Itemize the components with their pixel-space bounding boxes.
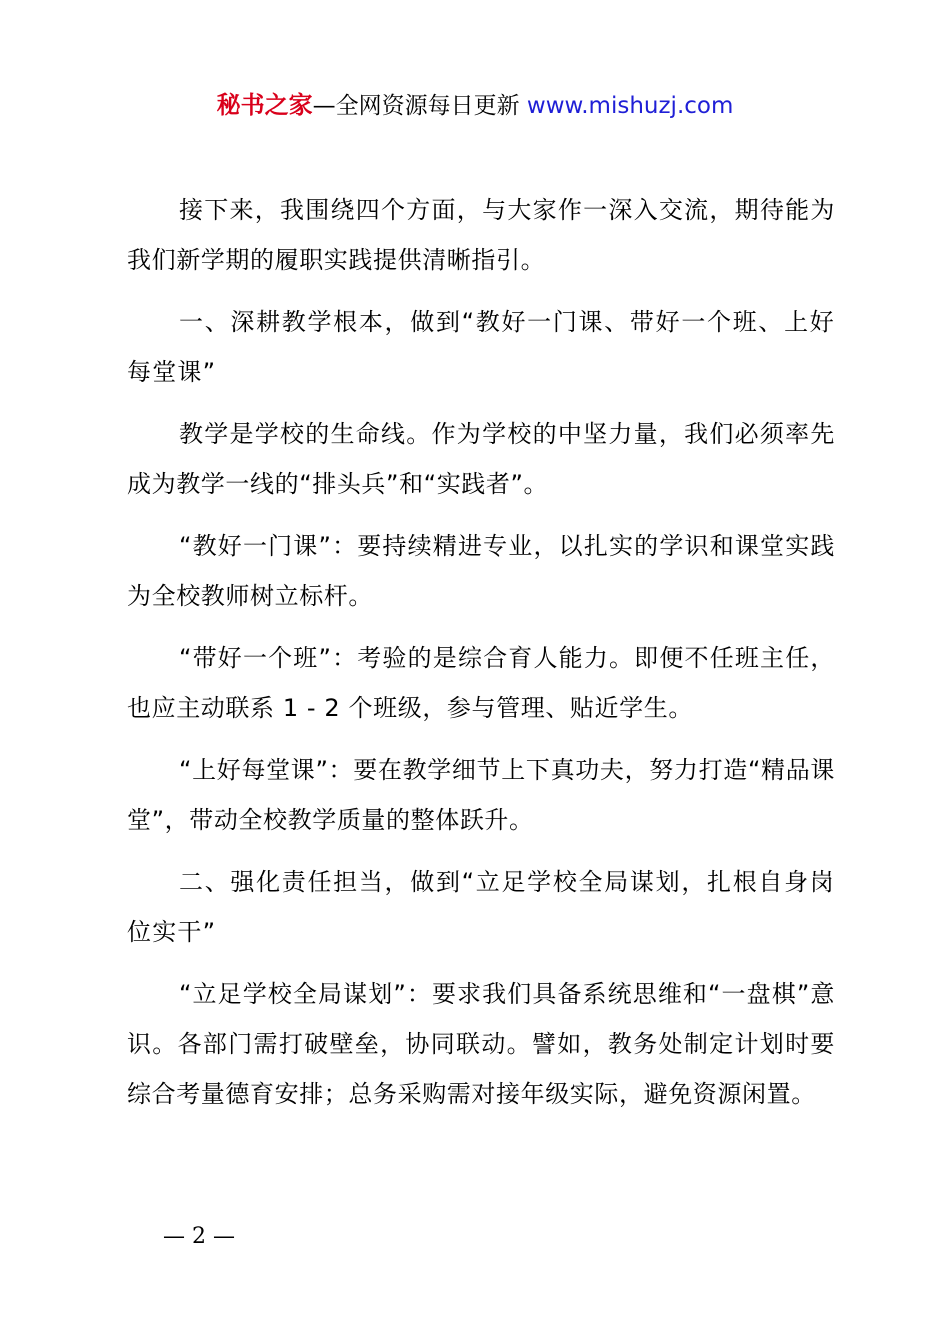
body-paragraph: “教好一门课”：要持续精进专业，以扎实的学识和课堂实践为全校教师树立标杆。 [127,532,835,610]
section-heading-1: 一、深耕教学根本，做到“教好一门课、带好一个班、上好每堂课” [127,308,835,386]
section-heading-2: 二、强化责任担当，做到“立足学校全局谋划，扎根自身岗位实干” [127,868,835,946]
intro-paragraph: 接下来，我围绕四个方面，与大家作一深入交流，期待能为我们新学期的履职实践提供清晰指引。 [127,196,835,274]
brand-name: 秘书之家 [216,91,313,119]
page-number: — 2 — [163,1224,235,1249]
document-body [127,185,835,1131]
site-header [0,88,950,123]
site-url[interactable]: www.mishuzj.com [526,93,734,119]
body-paragraph: 教学是学校的生命线。作为学校的中坚力量，我们必须率先成为教学一线的“排头兵”和“实践者”。 [127,420,835,498]
header-tagline: —全网资源每日更新 [312,93,520,119]
body-paragraph: “带好一个班”：考验的是综合育人能力。即便不任班主任，也应主动联系 1 - 2 个班级，参与管理、贴近学生。 [127,644,835,722]
body-paragraph: “上好每堂课”：要在教学细节上下真功夫，努力打造“精品课堂”，带动全校教学质量的整体跃升。 [127,756,835,834]
body-paragraph: “立足学校全局谋划”：要求我们具备系统思维和“一盘棋”意识。各部门需打破壁垒，协同联动。譬如，教务处制定计划时要综合考量德育安排；总务采购需对接年级实际，避免资源闲置。 [127,980,835,1108]
